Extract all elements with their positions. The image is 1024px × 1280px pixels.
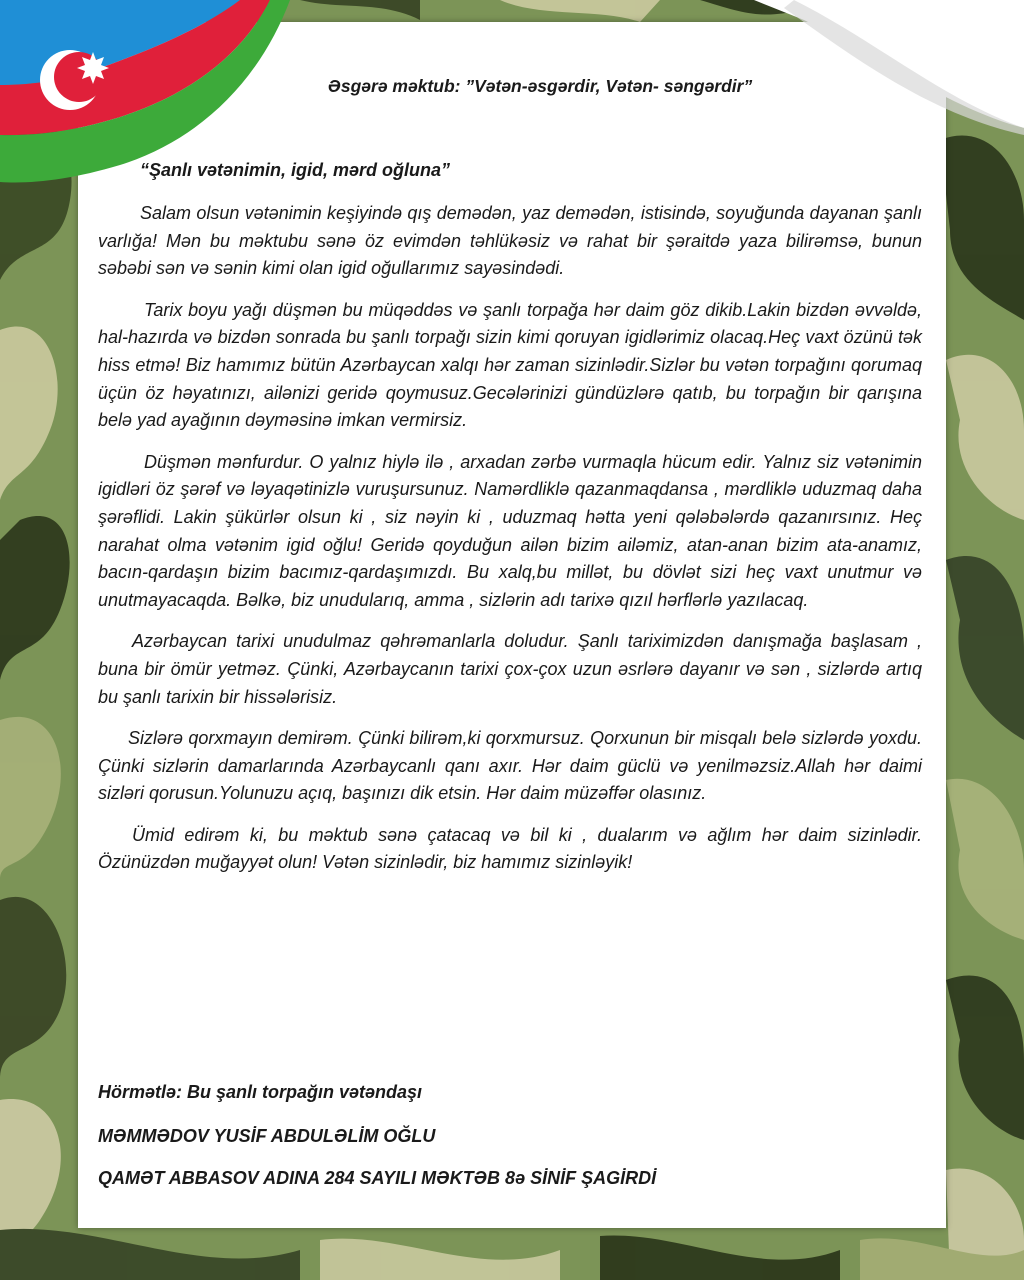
signature-name: MƏMMƏDOV YUSİF ABDULƏLİM OĞLU bbox=[98, 1126, 436, 1146]
letter-greeting: “Şanlı vətənimin, igid, mərd oğluna” bbox=[140, 160, 451, 180]
paragraph: Salam olsun vətənimin keşiyində qış demədən, yaz demədən, istisində, soyuğunda dayanan şanlı varlığa! Mən bu məktubu sənə öz evimdən təhlükəsiz və rahat bir şəraitdə yaza bilirəmsə, bunun səbəbi sən və sənin kimi olan igid oğullarımız sayəsindədi. bbox=[98, 203, 922, 279]
page-title: Əsgərə məktub: ”Vətən-əsgərdir, Vətən- səngərdir” bbox=[327, 76, 753, 96]
paragraph: Azərbaycan tarixi unudulmaz qəhrəmanlarla doludur. Şanlı tariximizdən danışmağa başlasam , buna bir ömür yetməz. Çünki, Azərbaycanın tarixi çox-çox uzun əsrlərə dayanır və sən , sizlərdə artıq bu şanlı tarixin bir hissələrisiz. bbox=[98, 631, 922, 707]
signature-closing: Hörmətlə: Bu şanlı torpağın vətəndaşı bbox=[98, 1082, 423, 1102]
paragraph: Düşmən mənfurdur. O yalnız hiylə ilə , arxadan zərbə vurmaqla hücum edir. Yalnız siz vətənimin igidləri öz şərəf və ləyaqətinizlə vuruşursunuz. Namərdliklə qazanmaqdansa , mərdliklə uduzmaq daha şərəflidi. Lakin şükürlər olsun ki , siz nəyin ki , uduzmaq hətta yeni qələbələrdə qazanırsınız. Heç narahat olma vətənim igid oğlu! Geridə qoyduğun ailən bizim ailəmiz, atan-anan bizim ata-anamız, bacın-qardaşın bizim bacımız-qardaşımızdı. Bu xalq,bu millət, bu dövlət sizi heç vaxt unutmur və unutmayacaqda. Bəlkə, biz unudularıq, amma , sizlərin adı tarixə qızıl hərflərlə yazılacaq. bbox=[98, 451, 922, 610]
paragraph: Tarix boyu yağı düşmən bu müqəddəs və şanlı torpağa hər daim göz dikib.Lakin bizdən əvvəldə, hal-hazırda və bizdən sonrada bu şanlı torpağı sizin kimi qoruyan igidlərimiz olacaq.Heç vaxt özünü tək hiss etmə! Biz hamımız bütün Azərbaycan xalqı hər zaman sizinlədir.Sizlər bu vətən torpağını qorumaq üçün öz həyatınızı, ailənizi geridə qoymusuz.Gecələrinizi gündüzlərə qatıb, bu torpağın bir qarışına belə yad ayağının dəyməsinə imkan vermirsiz. bbox=[98, 299, 922, 431]
paragraph: Sizlərə qorxmayın demirəm. Çünki bilirəm,ki qorxmursuz. Qorxunun bir misqalı belə sizlərdə yoxdu. Çünki sizlərin damarlarında Azərbaycanlı qanı axır. Hər daim güclü və yenilməzsiz.Allah hər daimi sizləri qorusun.Yolunuzu açıq, başınızı dik etsin. Hər daim müzəffər olasınız. bbox=[98, 728, 922, 804]
signature-school: QAMƏT ABBASOV ADINA 284 SAYILI MƏKTƏB 8ə SİNİF ŞAGİRDİ bbox=[98, 1168, 657, 1188]
page-curl bbox=[754, 0, 1024, 135]
paragraph: Ümid edirəm ki, bu məktub sənə çatacaq və bil ki , dualarım və ağlım hər daim sizinlədir. Özünüzdən muğayyət olun! Vətən sizinlədir, biz hamımız sizinləyik! bbox=[98, 824, 922, 873]
letter-body bbox=[98, 200, 922, 891]
